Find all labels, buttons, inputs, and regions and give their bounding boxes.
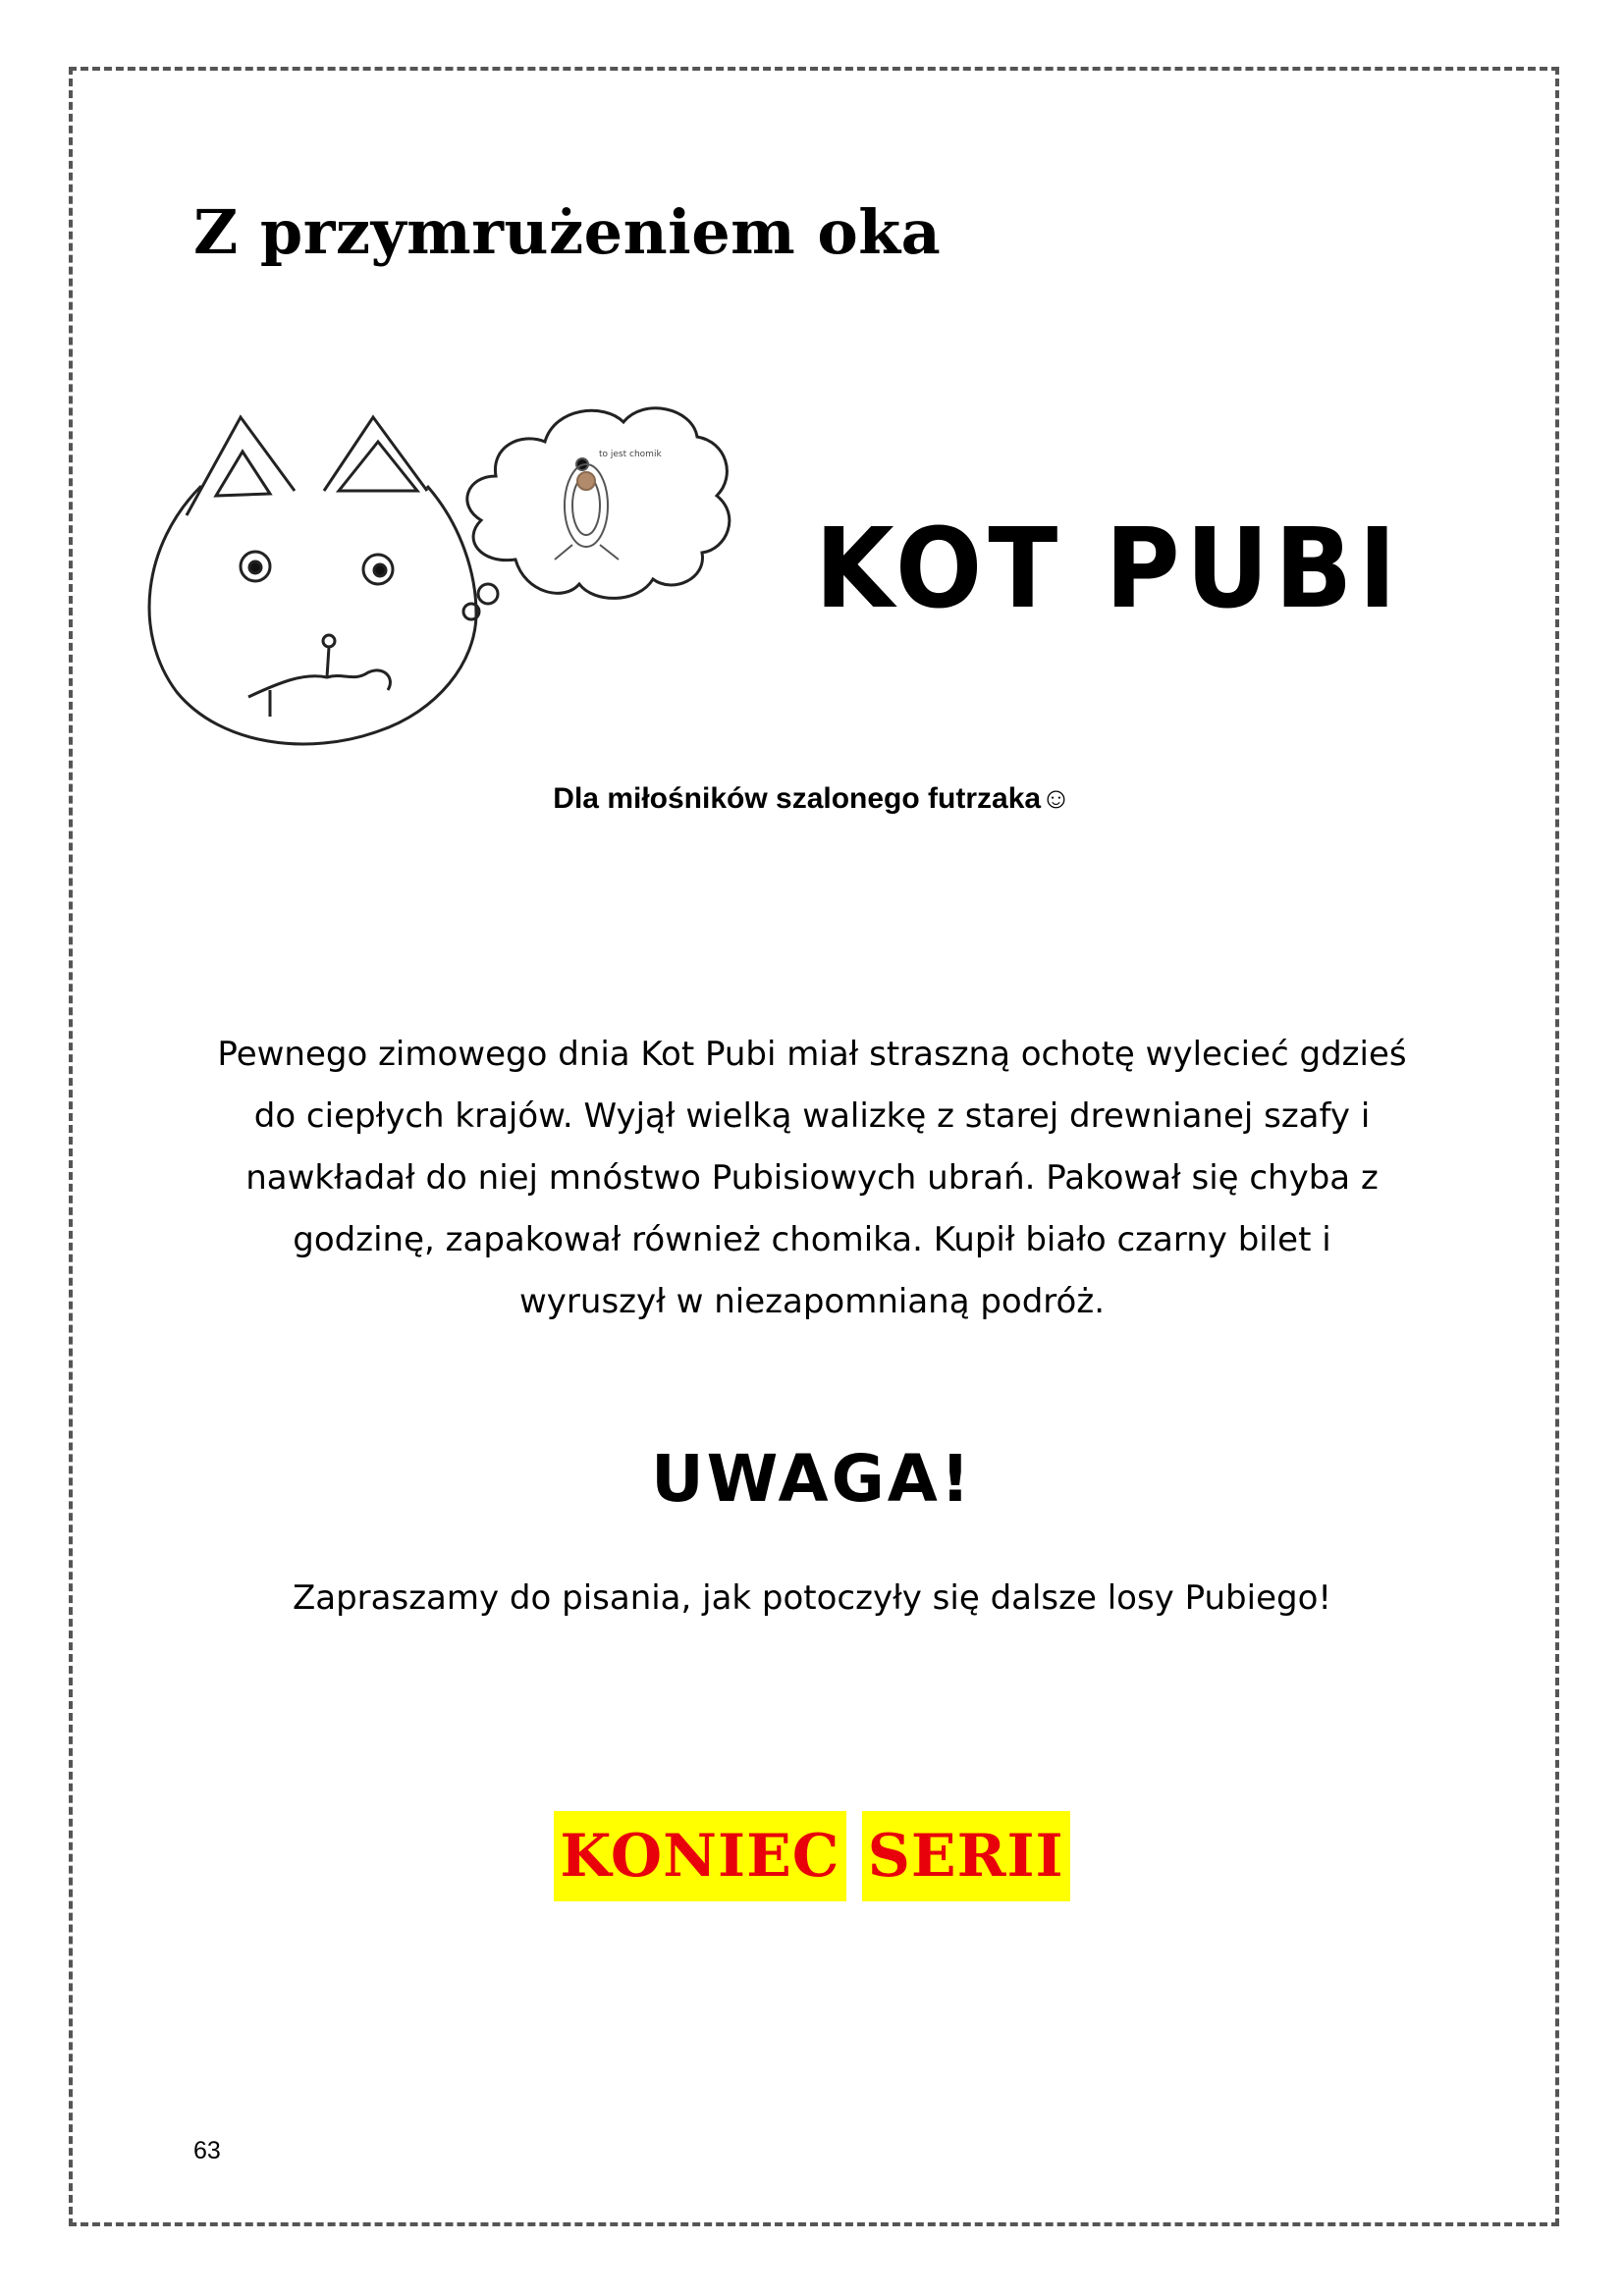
story-line: do ciepłych krajów. Wyjął wielką walizkę z starej drewnianej szafy i bbox=[253, 1096, 1371, 1136]
page-number: 63 bbox=[193, 2137, 221, 2164]
hamster-wheel-icon bbox=[555, 450, 662, 560]
story-line: godzinę, zapakował również chomika. Kupił biało czarny bilet i bbox=[293, 1220, 1331, 1259]
story-line: wyruszył w niezapomnianą podróż. bbox=[519, 1282, 1105, 1321]
svg-text:to jest chomik: to jest chomik bbox=[599, 450, 662, 459]
end-banner-word: SERII bbox=[862, 1811, 1070, 1901]
main-title: KOT PUBI bbox=[815, 504, 1403, 633]
subtitle: Dla miłośników szalonego futrzaka☺ bbox=[553, 782, 1071, 815]
warning-heading: UWAGA! bbox=[651, 1441, 973, 1517]
story-paragraph bbox=[157, 1024, 1467, 1333]
cat-illustration bbox=[133, 378, 761, 766]
thought-bubble-icon bbox=[463, 408, 730, 619]
end-banner-word: KONIEC bbox=[554, 1811, 845, 1901]
section-title: Z przymrużeniem oka bbox=[193, 196, 942, 268]
invite-text: Zapraszamy do pisania, jak potoczyły się dalsze losy Pubiego! bbox=[292, 1578, 1332, 1618]
story-line: nawkładał do niej mnóstwo Pubisiowych ubrań. Pakował się chyba z bbox=[245, 1158, 1379, 1198]
story-line: Pewnego zimowego dnia Kot Pubi miał straszną ochotę wylecieć gdzieś bbox=[217, 1035, 1407, 1074]
end-banner bbox=[0, 1811, 1624, 1901]
cat-face-icon bbox=[149, 417, 476, 744]
